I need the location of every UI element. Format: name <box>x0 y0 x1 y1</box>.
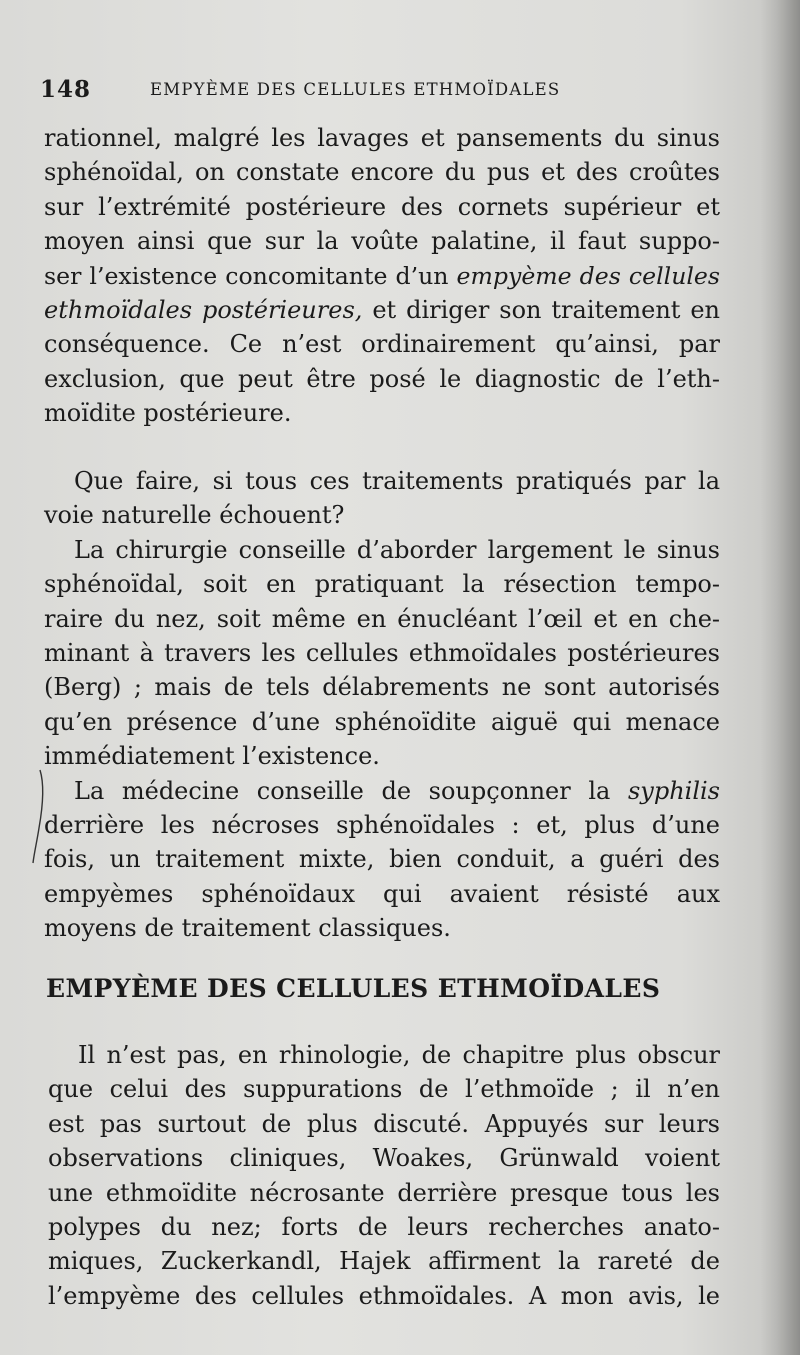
text-line: qu’en présence d’une sphénoïdite aiguë qui menace <box>44 707 720 736</box>
paragraph-5 <box>48 1038 720 1313</box>
running-head <box>40 76 720 104</box>
pencil-mark <box>30 766 52 866</box>
text-line: observations cliniques, Woakes, Grünwald voient <box>48 1144 720 1173</box>
paragraph-group <box>44 464 720 945</box>
text-line: conséquence. Ce n’est ordinairement qu’ainsi, par <box>44 330 720 359</box>
text-line: Il n’est pas, en rhinologie, de chapitre plus obscur <box>78 1041 720 1069</box>
text-line <box>44 774 720 808</box>
page-number: 148 <box>40 76 92 103</box>
text-line: immédiatement l’existence. <box>44 742 380 771</box>
text-line <box>44 259 720 293</box>
text-run: et diriger son traitement en <box>372 295 720 324</box>
page-edge-shadow <box>760 0 800 1355</box>
text-line: fois, un traitement mixte, bien conduit, a guéri des <box>44 845 720 874</box>
text-line: rationnel, malgré les lavages et pansements du sinus <box>44 124 720 152</box>
text-run: La médecine conseille de soupçonner la <box>74 776 628 805</box>
text-line: (Berg) ; mais de tels délabrements ne sont autorisés <box>44 673 720 702</box>
text-line: empyèmes sphénoïdaux qui avaient résisté aux <box>44 879 720 908</box>
text-line: une ethmoïdite nécrosante derrière presque tous les <box>48 1178 720 1207</box>
text-line: polypes du nez; forts de leurs recherches anato- <box>48 1212 720 1241</box>
text-line: sphénoïdal, on constate encore du pus et des croûtes <box>44 158 720 187</box>
text-line: Que faire, si tous ces traitements pratiqués par la <box>74 467 720 495</box>
text-line: minant à travers les cellules ethmoïdales postérieures <box>44 638 720 667</box>
section-heading: EMPYÈME DES CELLULES ETHMOÏDALES <box>46 974 661 1003</box>
text-line: exclusion, que peut être posé le diagnostic de l’eth- <box>44 364 720 393</box>
text-line: sphénoïdal, soit en pratiquant la résection tempo- <box>44 570 720 599</box>
text-line: sur l’extrémité postérieure des cornets supérieur et <box>44 192 720 221</box>
text-line <box>44 293 720 327</box>
text-line: miques, Zuckerkandl, Hajek affirment la rareté de <box>48 1247 720 1276</box>
text-line: moyens de traitement classiques. <box>44 914 451 943</box>
text-line: raire du nez, soit même en énucléant l’œil et en che- <box>44 604 720 633</box>
paragraph-1 <box>44 121 720 431</box>
text-line: moïdite postérieure. <box>44 399 292 428</box>
italic-term: ethmoïdales postérieures, <box>44 295 363 324</box>
text-line: que celui des suppurations de l’ethmoïde ; il n’en <box>48 1075 720 1104</box>
running-title: EMPYÈME DES CELLULES ETHMOÏDALES <box>150 80 561 99</box>
italic-term: syphilis <box>627 776 720 805</box>
text-line: l’empyème des cellules ethmoïdales. A mon avis, le <box>48 1281 720 1310</box>
text-line: derrière les nécroses sphénoïdales : et, plus d’une <box>44 810 720 839</box>
text-line: est pas surtout de plus discuté. Appuyés sur leurs <box>48 1109 720 1138</box>
text-line: moyen ainsi que sur la voûte palatine, il faut suppo- <box>44 227 720 256</box>
text-run: ser l’existence concomitante d’un <box>44 261 457 290</box>
italic-term: empyème des cellules <box>456 261 721 290</box>
text-line: La chirurgie conseille d’aborder largement le sinus <box>74 535 720 564</box>
text-line: voie naturelle échouent? <box>44 501 345 530</box>
